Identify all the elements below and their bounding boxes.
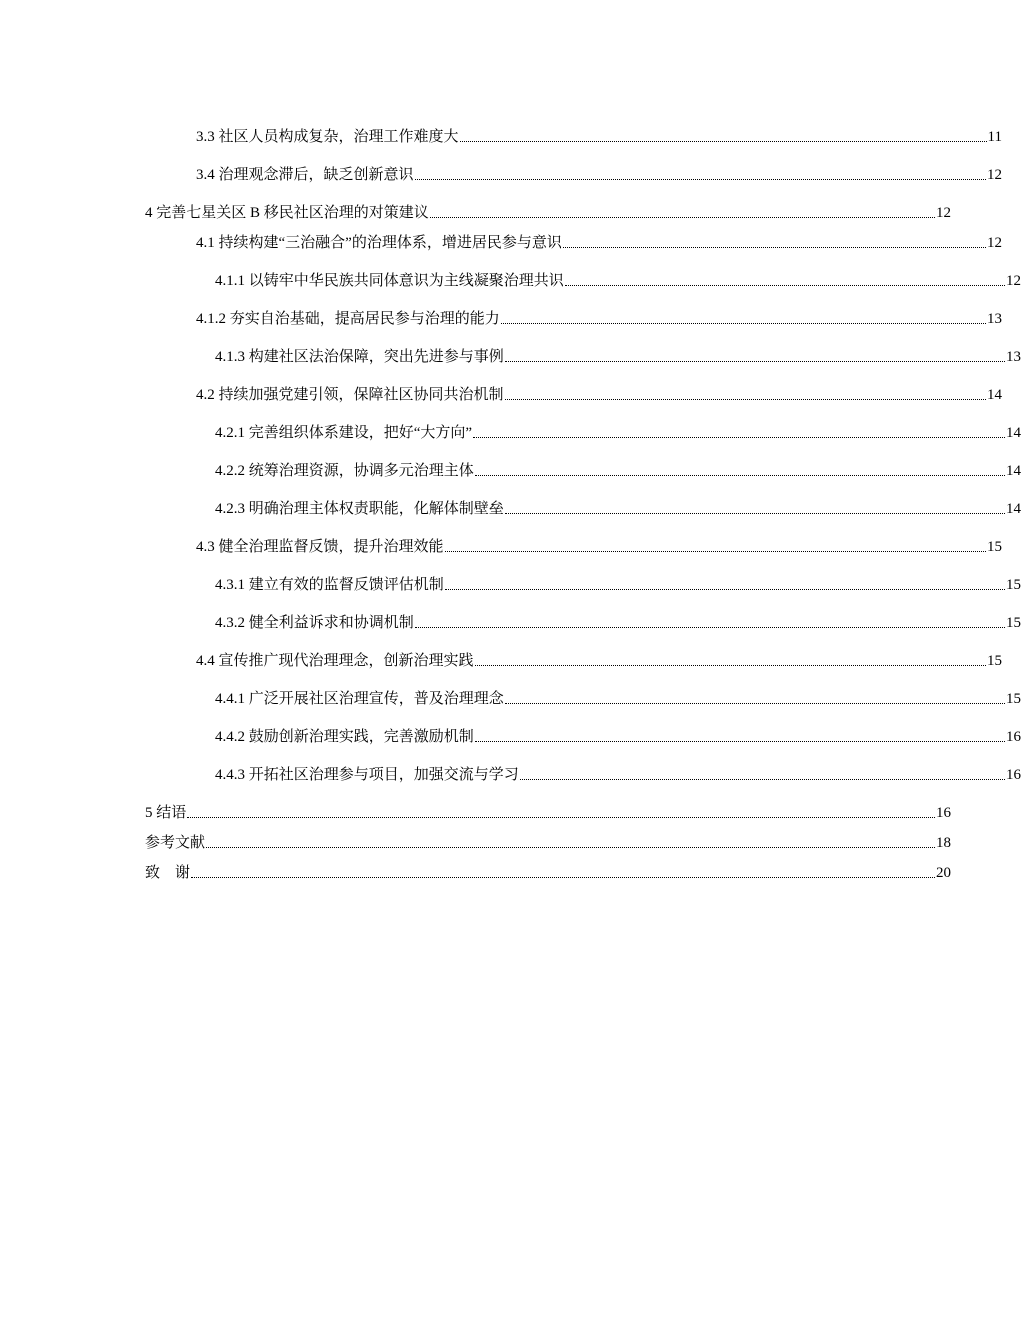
toc-entry-title: 4.3.1 建立有效的监督反馈评估机制 — [215, 577, 444, 593]
toc-page-number: 13 — [987, 311, 1002, 327]
toc-entry-title: 4.4.1 广泛开展社区治理宣传，普及治理理念 — [215, 691, 504, 707]
toc-dot-leader — [475, 475, 1005, 476]
toc-entry-title: 3.3 社区人员构成复杂，治理工作难度大 — [196, 129, 459, 145]
toc-entry[interactable] — [0, 422, 1021, 444]
toc-page-number: 14 — [1006, 463, 1021, 479]
toc-dot-leader — [475, 741, 1005, 742]
toc-entry-title: 4.3.2 健全利益诉求和协调机制 — [215, 615, 414, 631]
toc-page-number: 16 — [936, 805, 951, 821]
toc-page-number: 20 — [936, 865, 951, 881]
toc-dot-leader — [520, 779, 1005, 780]
toc-page-number: 15 — [987, 653, 1002, 669]
toc-dot-leader — [187, 817, 935, 818]
toc-page-number: 12 — [1006, 273, 1021, 289]
toc-page-number: 18 — [936, 835, 951, 851]
toc-dot-leader — [445, 589, 1005, 590]
toc-page-number: 15 — [987, 539, 1002, 555]
toc-entry[interactable] — [0, 270, 1021, 292]
toc-entry-title: 4 完善七星关区 B 移民社区治理的对策建议 — [145, 205, 429, 221]
toc-dot-leader — [501, 323, 986, 324]
toc-entry-title: 4.1 持续构建“三治融合”的治理体系，增进居民参与意识 — [196, 235, 562, 251]
toc-dot-leader — [415, 627, 1005, 628]
toc-entry[interactable] — [0, 862, 951, 884]
toc-page-number: 12 — [987, 167, 1002, 183]
toc-entry-title: 参考文献 — [145, 835, 206, 851]
toc-entry[interactable] — [0, 688, 1021, 710]
toc-dot-leader — [430, 217, 935, 218]
toc-dot-leader — [206, 847, 935, 848]
toc-entry-title: 4.4.2 鼓励创新治理实践，完善激励机制 — [215, 729, 474, 745]
toc-page-number: 16 — [1006, 729, 1021, 745]
toc-entry[interactable] — [0, 126, 1002, 148]
toc-dot-leader — [565, 285, 1005, 286]
toc-dot-leader — [415, 179, 986, 180]
toc-dot-leader — [191, 877, 935, 878]
toc-entry-title: 4.1.3 构建社区法治保障，突出先进参与事例 — [215, 349, 504, 365]
toc-entry[interactable] — [0, 346, 1021, 368]
toc-dot-leader — [505, 513, 1005, 514]
toc-entry-title: 4.3 健全治理监督反馈，提升治理效能 — [196, 539, 444, 555]
toc-entry[interactable] — [0, 536, 1002, 558]
toc-entry-title: 致 谢 — [145, 865, 191, 881]
toc-page-number: 12 — [987, 235, 1002, 251]
toc-entry[interactable] — [0, 764, 1021, 786]
toc-entry-title: 4.2.3 明确治理主体权责职能，化解体制壁垒 — [215, 501, 504, 517]
toc-entry[interactable] — [0, 308, 1002, 330]
toc-dot-leader — [505, 361, 1005, 362]
toc-dot-leader — [505, 399, 986, 400]
toc-dot-leader — [505, 703, 1005, 704]
toc-page-number: 15 — [1006, 577, 1021, 593]
toc-entry[interactable] — [0, 612, 1021, 634]
toc-entry-title: 4.4.3 开拓社区治理参与项目，加强交流与学习 — [215, 767, 519, 783]
toc-page-number: 15 — [1006, 615, 1021, 631]
toc-dot-leader — [460, 141, 987, 142]
toc-entry-title: 5 结语 — [145, 805, 187, 821]
toc-entry-title: 4.4 宣传推广现代治理理念，创新治理实践 — [196, 653, 474, 669]
toc-page-number: 14 — [987, 387, 1002, 403]
toc-entry[interactable] — [0, 384, 1002, 406]
toc-page-number: 16 — [1006, 767, 1021, 783]
toc-entry-title: 3.4 治理观念滞后，缺乏创新意识 — [196, 167, 414, 183]
toc-entry[interactable] — [0, 164, 1002, 186]
toc-entry[interactable] — [0, 460, 1021, 482]
toc-entry-title: 4.1.1 以铸牢中华民族共同体意识为主线凝聚治理共识 — [215, 273, 564, 289]
toc-entry[interactable] — [0, 202, 951, 224]
toc-entry-title: 4.2 持续加强党建引领，保障社区协同共治机制 — [196, 387, 504, 403]
toc-entry[interactable] — [0, 498, 1021, 520]
toc-entry[interactable] — [0, 574, 1021, 596]
toc-page-number: 14 — [1006, 425, 1021, 441]
toc-page-number: 15 — [1006, 691, 1021, 707]
toc-dot-leader — [473, 437, 1005, 438]
toc-entry[interactable] — [0, 832, 951, 854]
toc-entry-title: 4.1.2 夯实自治基础，提高居民参与治理的能力 — [196, 311, 500, 327]
toc-entry-title: 4.2.1 完善组织体系建设，把好“大方向” — [215, 425, 473, 441]
toc-page-number: 12 — [936, 205, 951, 221]
toc-dot-leader — [445, 551, 986, 552]
toc-dot-leader — [563, 247, 986, 248]
toc-entry[interactable] — [0, 802, 951, 824]
toc-page-number: 14 — [1006, 501, 1021, 517]
toc-entry[interactable] — [0, 650, 1002, 672]
toc-entry-title: 4.2.2 统筹治理资源，协调多元治理主体 — [215, 463, 474, 479]
toc-entry[interactable] — [0, 726, 1021, 748]
toc-dot-leader — [475, 665, 986, 666]
toc-page-number: 11 — [987, 129, 1002, 145]
toc-entry[interactable] — [0, 232, 1002, 254]
toc-page-number: 13 — [1006, 349, 1021, 365]
